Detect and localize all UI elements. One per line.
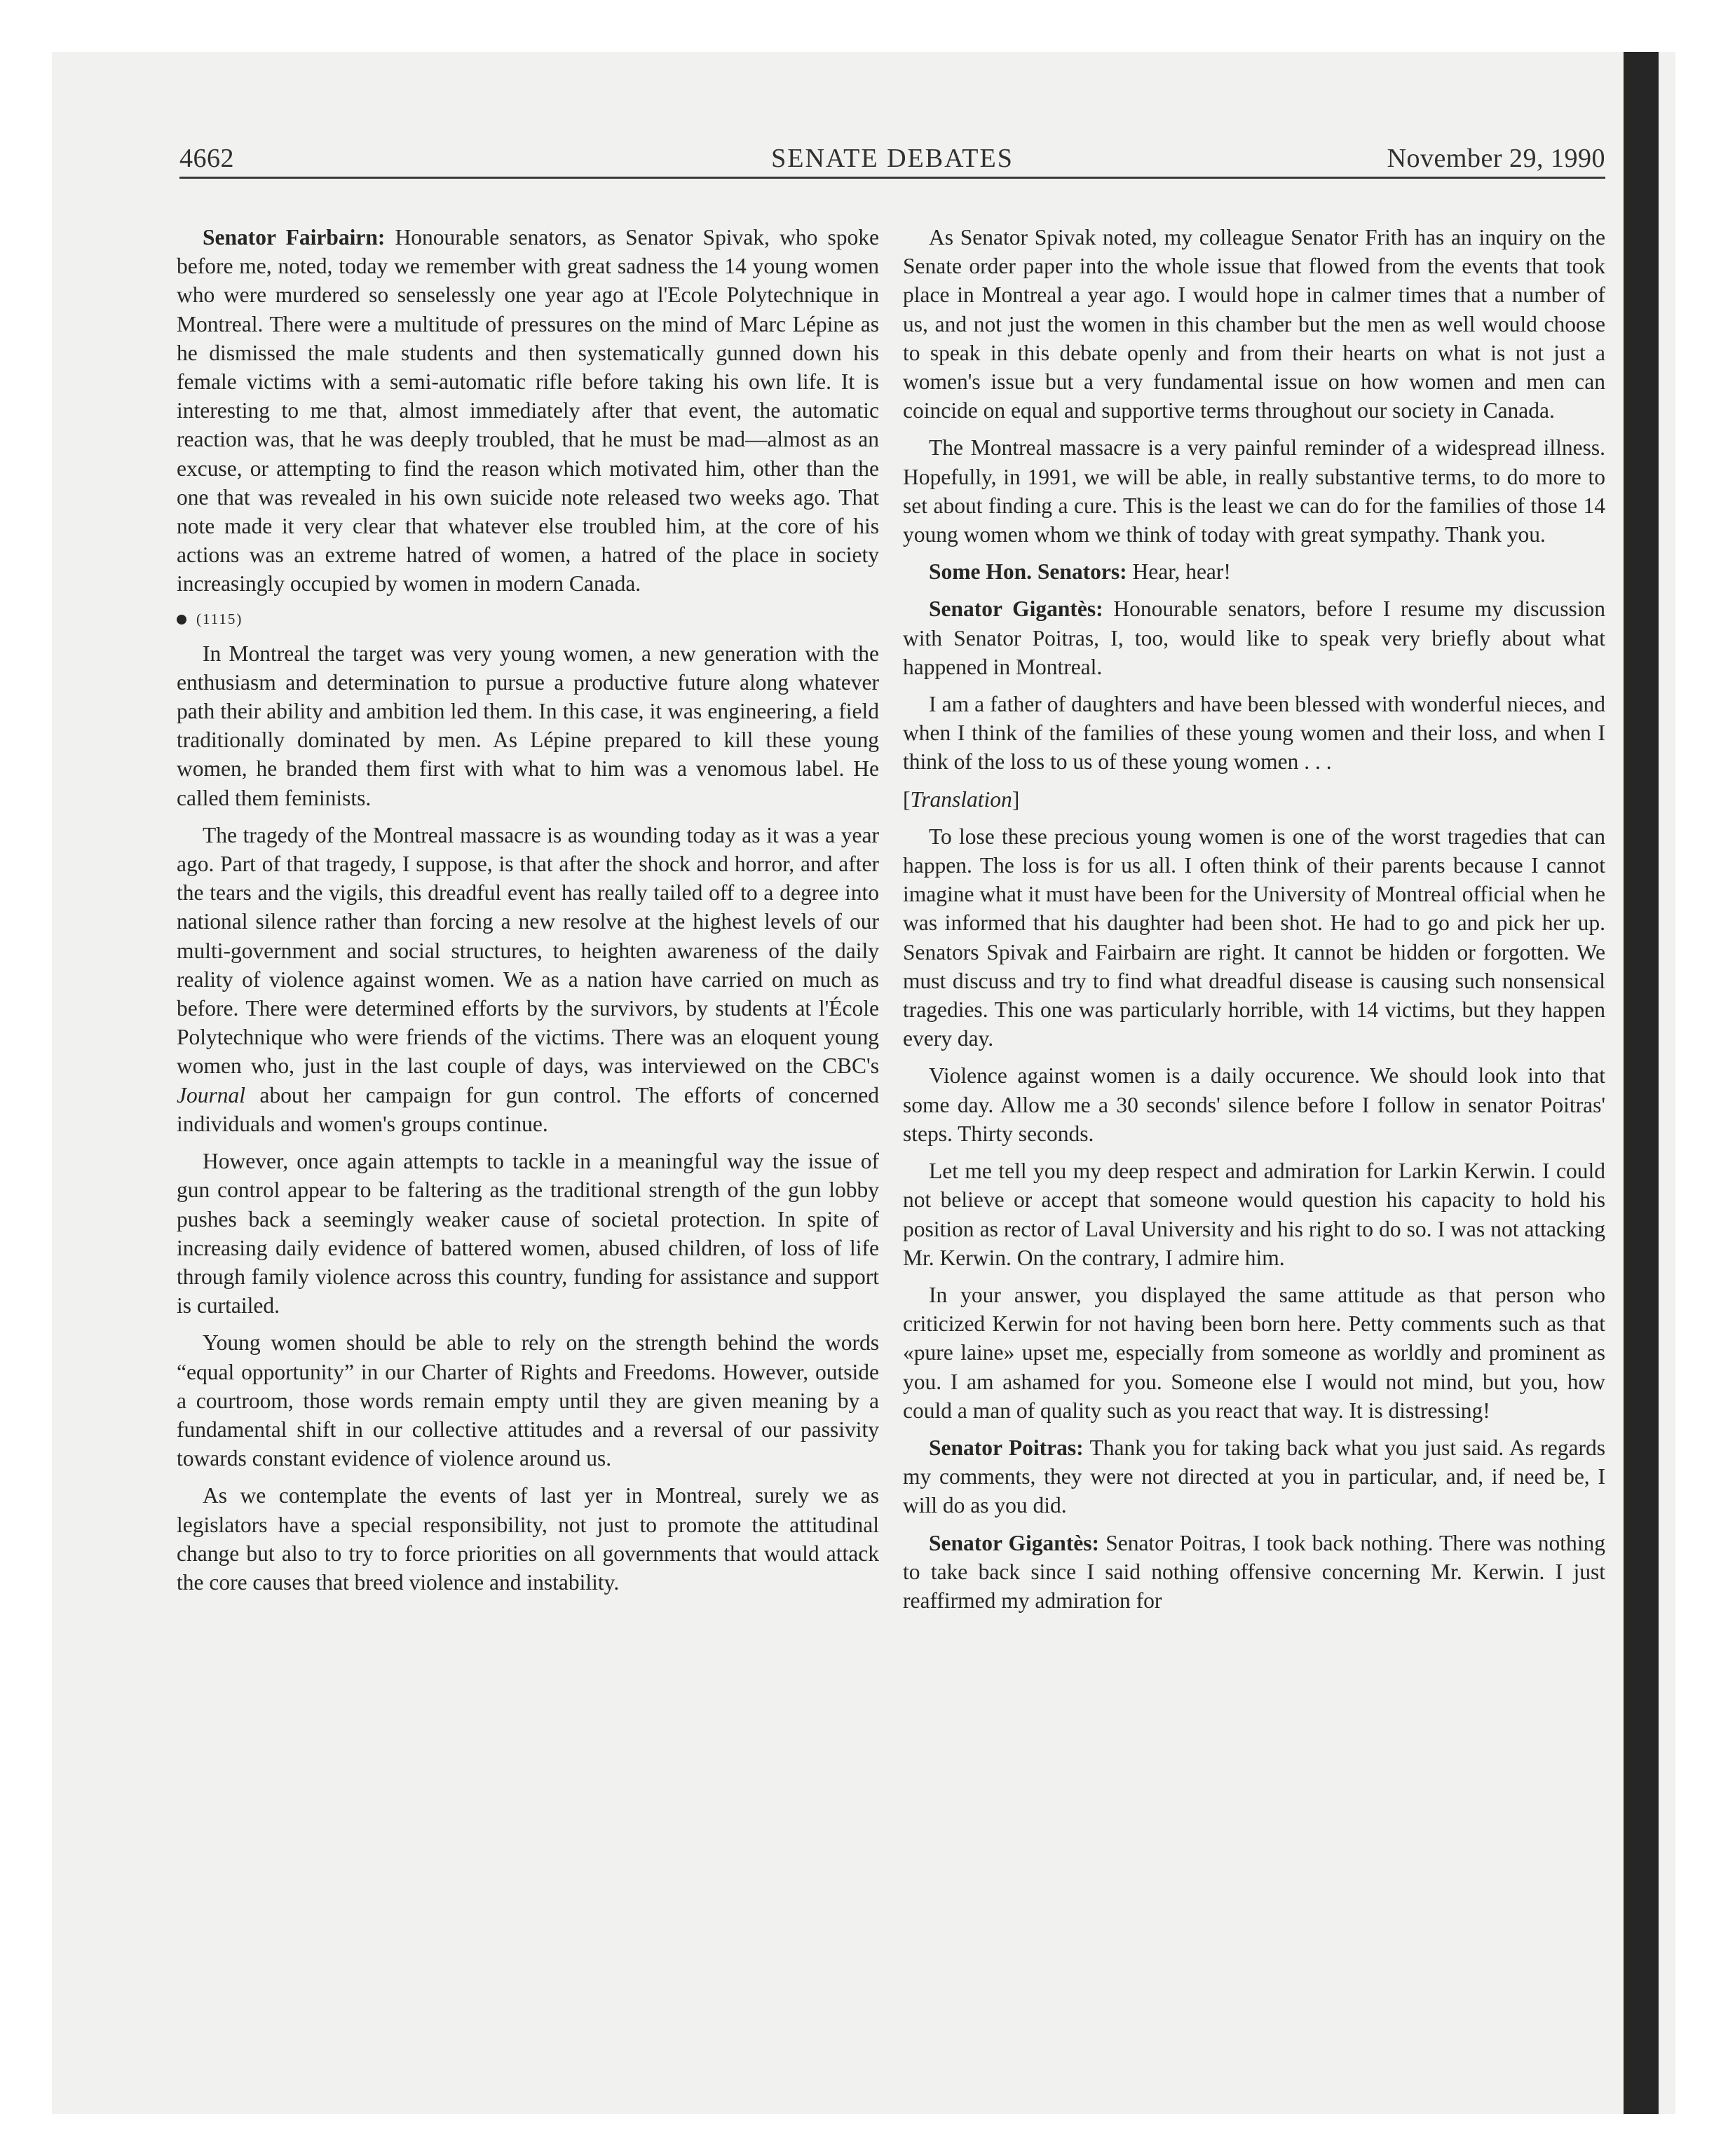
paragraph (903, 557, 1605, 586)
paragraph: As Senator Spivak noted, my colleague Senator Frith has an inquiry on the Senate order paper into the whole issue that flowed from the events that took place in Montreal a year ago. I would hope in calmer times that a number of us, and not just the women in this chamber but the men as well would choose to speak in this debate openly and from their hearts on what is not just a women's issue but a very fundamental issue on how women and men can coincide on equal and supportive terms throughout our society in Canada. (903, 225, 1605, 423)
paragraph-text: Senator Poitras, I took back nothing. There was nothing to take back since I said nothing offensive concerning Mr. Kerwin. I just reaffirmed my admiration for (903, 1530, 1605, 1613)
header-rule (179, 177, 1605, 179)
translation-note (903, 785, 1605, 814)
speaker-name: Some Hon. Senators: (929, 559, 1127, 585)
speaker-name: Senator Fairbairn: (203, 225, 386, 250)
right-column (903, 223, 1605, 1623)
speaker-name: Senator Gigantès: (929, 1530, 1100, 1555)
speaker-name: Senator Gigantès: (929, 596, 1103, 622)
scan-edge-bar (1624, 52, 1659, 2114)
paragraph: As we contemplate the events of last yer in Montreal, surely we as legislators have a special responsibility, not just to promote the attitudinal change but also to try to force priorities on all governments that would attack the core causes that breed violence and instability. (177, 1483, 879, 1595)
paragraph (903, 594, 1605, 681)
time-marker-text: (1115) (196, 610, 243, 627)
paragraph-text: Honourable senators, as Senator Spivak, who spoke before me, noted, today we remember with great sadness the 14 young women who were murdered so senselessly one year ago at l'Ecole Polytechnique in Montreal. There were a multitude of pressures on the mind of Marc Lépine as he dismissed the male students and then systematically gunned down his female victims with a semi-automatic rifle before taking his own life. It is interesting to me that, almost immediately after that event, the automatic reaction was, that he was deeply troubled, that he must be mad—almost as an excuse, or attempting to find the reason which motivated him, other than the one that was revealed in his own suicide note released two weeks ago. That note made it very clear that whatever else troubled him, at the core of his actions was an extreme hatred of women, a hatred of the place in society increasingly occupied by women in modern Canada. (177, 225, 879, 596)
paragraph (177, 821, 879, 1138)
time-marker (177, 607, 879, 631)
paragraph-text: Honourable senators, before I resume my discussion with Senator Poitras, I, too, would like to speak very briefly about what happened in Montreal. (903, 596, 1605, 679)
left-column (177, 223, 879, 1605)
paragraph (903, 1529, 1605, 1616)
paragraph-text: Hear, hear! (1132, 559, 1231, 585)
journal-title: Journal (177, 1082, 245, 1107)
bracket-open: [ (903, 786, 911, 812)
page-date: November 29, 1990 (1387, 144, 1605, 173)
paragraph: In Montreal the target was very young women, a new generation with the enthusiasm and determination to pursue a productive future along whatever path their ability and ambition led them. In this case, it was engineering, a field traditionally dominated by men. As Lépine prepared to kill these young women, he branded them first with what to him was a venomous label. He called them feminists. (177, 641, 879, 810)
paragraph: In your answer, you displayed the same attitude as that person who criticized Kerwin for not having been born here. Petty comments such as that «pure laine» upset me, especially from someone as worldly and prominent as you. I am ashamed for you. Someone else I would not mind, but you, how could a man of quality such as you react that way. It is distressing! (903, 1282, 1605, 1423)
page-header (179, 143, 1605, 178)
paragraph-text: Thank you for taking back what you just said. As regards my comments, they were not directed at you in particular, and, if need be, I will do as you did. (903, 1435, 1606, 1518)
page-number: 4662 (179, 144, 234, 173)
bracket-close: ] (1012, 786, 1020, 812)
paragraph-text: about her campaign for gun control. The efforts of concerned individuals and women's groups continue. (177, 1082, 880, 1136)
paragraph: Young women should be able to rely on the strength behind the words “equal opportunity” in our Charter of Rights and Freedoms. However, outside a courtroom, those words remain empty until they are given meaning by a fundamental shift in our collective attitudes and a reversal of our passivity towards constant evidence of violence around us. (177, 1330, 879, 1471)
translation-label: Translation (910, 786, 1012, 812)
paragraph (177, 223, 879, 599)
paragraph: To lose these precious young women is one of the worst tragedies that can happen. The loss is for us all. I often think of their parents because I cannot imagine what it must have been for the University of Montreal official when he was informed that his daughter had been shot. He had to go and pick her up. Senators Spivak and Fairbairn are right. It cannot be hidden or forgotten. We must discuss and try to find what dreadful disease is causing such nonsensical tragedies. This one was particularly horrible, with 14 victims, but they happen every day. (903, 824, 1605, 1051)
paragraph: Let me tell you my deep respect and admiration for Larkin Kerwin. I could not believe or accept that someone would question his capacity to hold his position as rector of Laval University and his right to do so. I was not attacking Mr. Kerwin. On the contrary, I admire him. (903, 1159, 1605, 1270)
publication-title: SENATE DEBATES (771, 144, 1014, 173)
paragraph-text: The tragedy of the Montreal massacre is as wounding today as it was a year ago. Part of that tragedy, I suppose, is that after the shock and horror, and after the tears and the vigils, this dreadful event has really tailed off to a degree into national silence rather than forcing a new resolve at the highest levels of our multi-government and social structures, to heighten awareness of the daily reality of violence against women. We as a nation have carried on much as before. There were determined efforts by the survivors, by students at l'École Polytechnique who were friends of the victims. There was an eloquent young women who, just in the last couple of days, was interviewed on the CBC's (177, 822, 879, 1079)
speaker-name: Senator Poitras: (929, 1435, 1084, 1460)
paragraph: The Montreal massacre is a very painful reminder of a widespread illness. Hopefully, in 1991, we will be able, in really substantive terms, to do more to set about finding a cure. This is the least we can do for the families of those 14 young women whom we think of today with great sympathy. Thank you. (903, 435, 1605, 547)
paragraph: However, once again attempts to tackle in a meaningful way the issue of gun control appear to be faltering as the traditional strength of the gun lobby pushes back a seemingly weaker cause of societal protection. In spite of increasing daily evidence of battered women, abused children, of loss of life through family violence across this country, funding for assistance and support is curtailed. (177, 1149, 879, 1318)
paragraph (903, 1433, 1605, 1520)
paragraph: Violence against women is a daily occurence. We should look into that some day. Allow me a 30 seconds' silence before I follow in senator Poitras' steps. Thirty seconds. (903, 1063, 1605, 1146)
bullet-icon (177, 615, 186, 625)
paragraph: I am a father of daughters and have been blessed with wonderful nieces, and when I think of the families of these young women and their loss, and when I think of the loss to us of these young women . . . (903, 692, 1605, 775)
